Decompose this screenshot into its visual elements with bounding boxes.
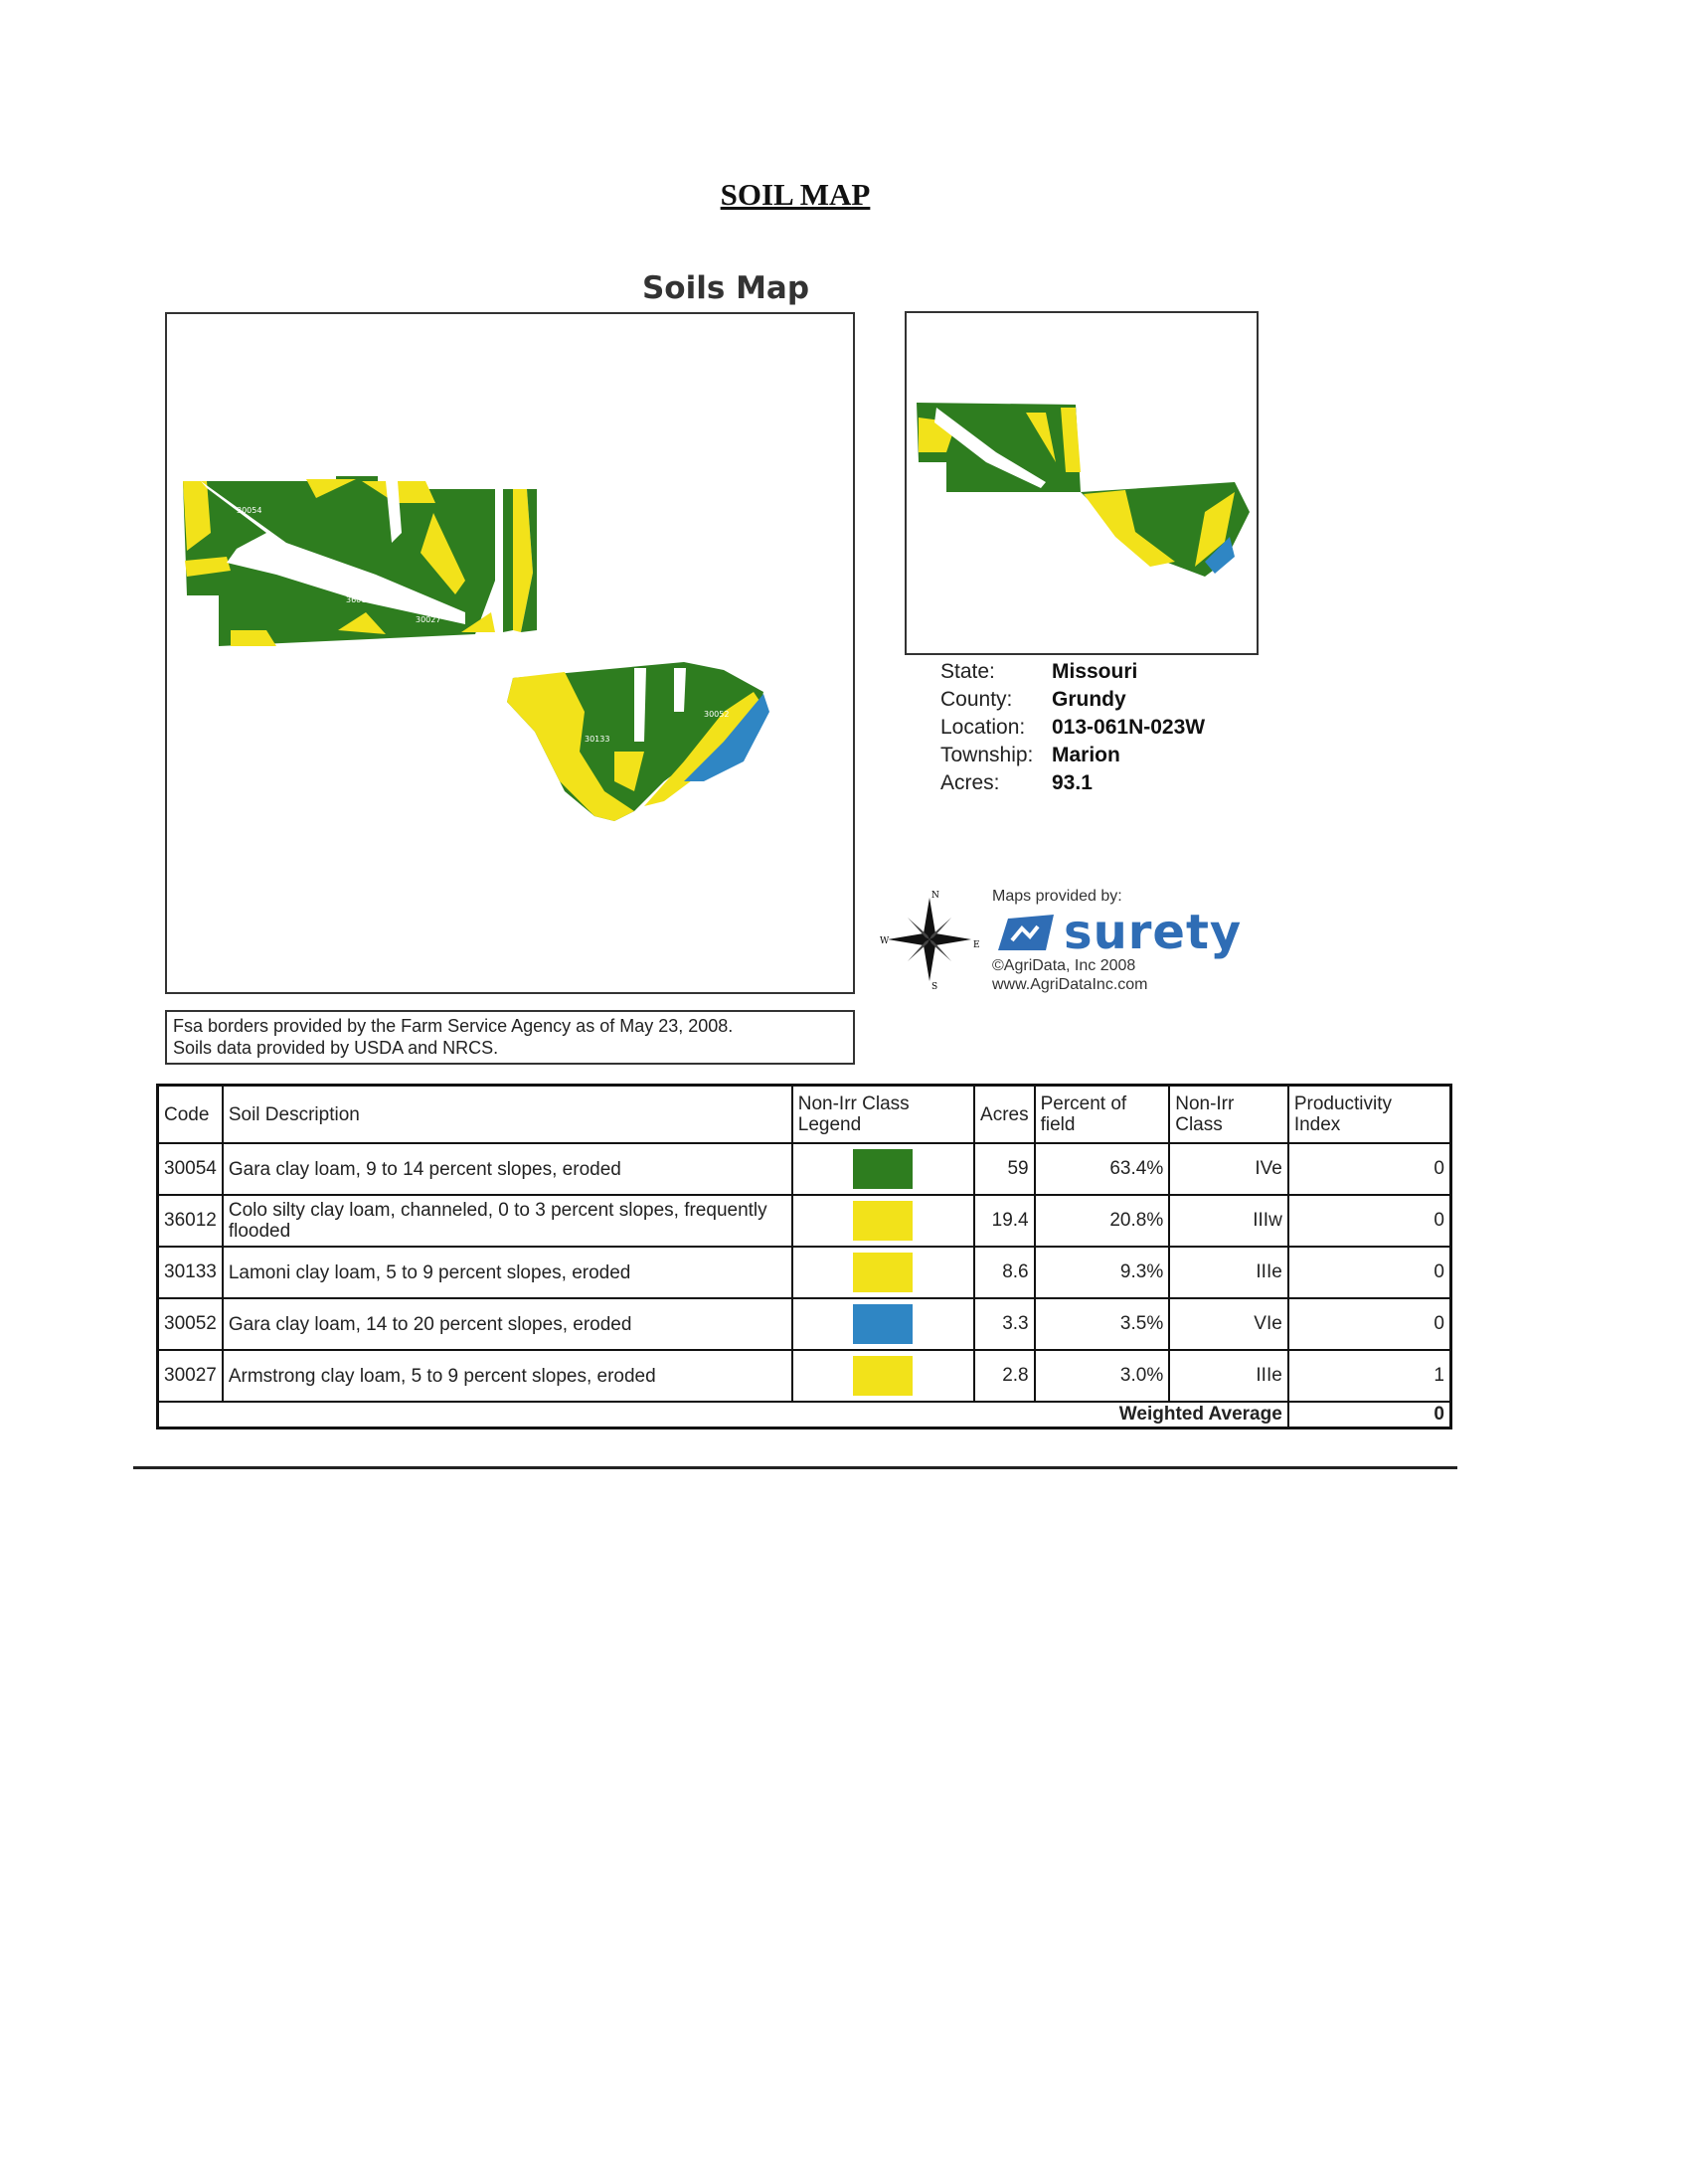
table-body xyxy=(158,1143,1451,1402)
info-location-row xyxy=(940,714,1205,742)
overview-map-graphic xyxy=(907,313,1257,653)
header-percent: Percent of field xyxy=(1035,1086,1170,1144)
header-acres: Acres xyxy=(974,1086,1035,1144)
weighted-average-value: 0 xyxy=(1288,1402,1451,1428)
acres-value: 93.1 xyxy=(1052,771,1093,794)
header-class: Non-Irr Class xyxy=(1169,1086,1288,1144)
header-soil-description: Soil Description xyxy=(223,1086,792,1144)
cell-acres: 19.4 xyxy=(974,1195,1035,1247)
info-county-row xyxy=(940,686,1205,714)
info-state-row xyxy=(940,658,1205,686)
cell-acres: 59 xyxy=(974,1143,1035,1195)
cell-legend xyxy=(792,1247,974,1298)
surety-wordmark: surety xyxy=(1064,905,1243,960)
cell-productivity: 0 xyxy=(1288,1298,1451,1350)
cell-acres: 2.8 xyxy=(974,1350,1035,1402)
cell-soil-description: Gara clay loam, 9 to 14 percent slopes, eroded xyxy=(223,1143,792,1195)
overview-map xyxy=(905,311,1259,655)
source-note-line-2: Soils data provided by USDA and NRCS. xyxy=(173,1038,499,1058)
cell-percent: 3.5% xyxy=(1035,1298,1170,1350)
township-value: Marion xyxy=(1052,744,1120,766)
compass-w: W xyxy=(880,936,890,946)
map-label-30133: 30133 xyxy=(585,735,610,744)
soils-map xyxy=(165,312,855,994)
cell-class: IIIe xyxy=(1169,1350,1288,1402)
cell-code: 30052 xyxy=(158,1298,223,1350)
cell-code: 30133 xyxy=(158,1247,223,1298)
provider-credits xyxy=(992,956,1148,994)
cell-class: IIIe xyxy=(1169,1247,1288,1298)
header-legend: Non-Irr Class Legend xyxy=(792,1086,974,1144)
legend-swatch xyxy=(853,1201,913,1241)
cell-legend xyxy=(792,1195,974,1247)
table-row xyxy=(158,1350,1451,1402)
compass-s: S xyxy=(931,982,938,989)
provider-copyright: ©AgriData, Inc 2008 xyxy=(992,957,1136,974)
compass-e: E xyxy=(973,940,979,950)
table-header-row xyxy=(158,1086,1451,1144)
cell-soil-description: Colo silty clay loam, channeled, 0 to 3 percent slopes, frequently flooded xyxy=(223,1195,792,1247)
source-note xyxy=(165,1010,855,1065)
table-row xyxy=(158,1143,1451,1195)
cell-soil-description: Gara clay loam, 14 to 20 percent slopes, eroded xyxy=(223,1298,792,1350)
county-label: County: xyxy=(940,688,1013,711)
legend-swatch xyxy=(853,1356,913,1396)
cell-class: IVe xyxy=(1169,1143,1288,1195)
cell-code: 30027 xyxy=(158,1350,223,1402)
map-label-30052: 30052 xyxy=(704,710,730,719)
map-label-30027: 30027 xyxy=(416,615,441,624)
page-title: SOIL MAP xyxy=(720,177,871,212)
cell-percent: 20.8% xyxy=(1035,1195,1170,1247)
state-label: State: xyxy=(940,660,995,683)
map-field-east-gap-b xyxy=(674,668,686,712)
cell-code: 36012 xyxy=(158,1195,223,1247)
map-heading: Soils Map xyxy=(641,270,810,306)
cell-productivity: 1 xyxy=(1288,1350,1451,1402)
surety-logo xyxy=(994,905,1242,960)
compass-rose-icon xyxy=(880,890,979,989)
cell-soil-description: Lamoni clay loam, 5 to 9 percent slopes, eroded xyxy=(223,1247,792,1298)
cell-productivity: 0 xyxy=(1288,1195,1451,1247)
weighted-average-label: Weighted Average xyxy=(158,1402,1288,1428)
info-acres-row xyxy=(940,769,1205,797)
location-info xyxy=(940,658,1205,797)
source-note-line-1: Fsa borders provided by the Farm Service Agency as of May 23, 2008. xyxy=(173,1016,734,1036)
cell-class: IIIw xyxy=(1169,1195,1288,1247)
state-value: Missouri xyxy=(1052,660,1138,683)
table-row xyxy=(158,1298,1451,1350)
cell-acres: 3.3 xyxy=(974,1298,1035,1350)
cell-percent: 63.4% xyxy=(1035,1143,1170,1195)
compass-graphic xyxy=(880,890,979,989)
header-code: Code xyxy=(158,1086,223,1144)
map-field-east-strip-green xyxy=(503,489,513,632)
soils-map-graphic xyxy=(167,314,853,992)
compass-n: N xyxy=(931,891,939,901)
acres-label: Acres: xyxy=(940,771,1000,794)
table-row xyxy=(158,1195,1451,1247)
divider xyxy=(133,1466,1457,1469)
cell-acres: 8.6 xyxy=(974,1247,1035,1298)
legend-swatch xyxy=(853,1253,913,1292)
cell-percent: 3.0% xyxy=(1035,1350,1170,1402)
provider-label: Maps provided by: xyxy=(992,888,1122,905)
township-label: Township: xyxy=(940,744,1034,766)
county-value: Grundy xyxy=(1052,688,1126,711)
soil-table xyxy=(156,1084,1452,1429)
info-township-row xyxy=(940,742,1205,769)
map-label-30054: 30054 xyxy=(237,506,262,515)
cell-productivity: 0 xyxy=(1288,1247,1451,1298)
legend-swatch xyxy=(853,1149,913,1189)
location-value: 013-061N-023W xyxy=(1052,716,1206,739)
map-label-36012: 36012 xyxy=(346,595,372,604)
cell-class: VIe xyxy=(1169,1298,1288,1350)
cell-percent: 9.3% xyxy=(1035,1247,1170,1298)
cell-code: 30054 xyxy=(158,1143,223,1195)
header-productivity: Productivity Index xyxy=(1288,1086,1451,1144)
cell-legend xyxy=(792,1350,974,1402)
table-row xyxy=(158,1247,1451,1298)
surety-logo-icon xyxy=(994,911,1056,954)
weighted-average-row xyxy=(158,1402,1451,1428)
provider-url[interactable]: www.AgriDataInc.com xyxy=(992,976,1148,993)
cell-soil-description: Armstrong clay loam, 5 to 9 percent slopes, eroded xyxy=(223,1350,792,1402)
location-label: Location: xyxy=(940,716,1026,739)
cell-legend xyxy=(792,1143,974,1195)
legend-swatch xyxy=(853,1304,913,1344)
cell-productivity: 0 xyxy=(1288,1143,1451,1195)
cell-legend xyxy=(792,1298,974,1350)
map-field-east-gap xyxy=(634,668,646,742)
